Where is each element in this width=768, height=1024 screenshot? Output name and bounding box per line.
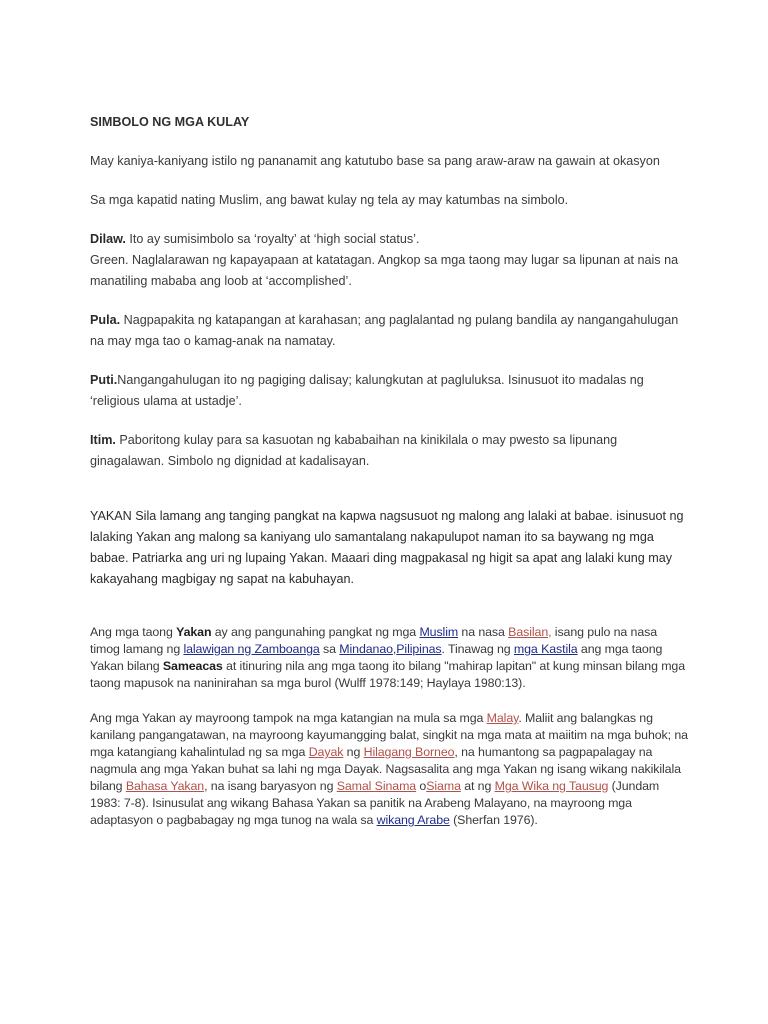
text-run: (Jundam 1983: 7-8). Isinusulat ang wikang Bahasa Yakan sa panitik na Arabeng Malayano, na mayroong mga adaptasyon o pagbabagay ng mga tunog na wala sa [90,779,660,827]
section-title: SIMBOLO NG MGA KULAY [90,115,250,129]
yakan-paragraph: YAKAN Sila lamang ang tanging pangkat na kapwa nagsusuot ng malong ang lalaki at babae. isinusuot ng lalaking Yakan ang malong sa kaniyang ulo samantalang nakapulupot naman ito sa baywang ng mga babae. Patriarka ang uri ng lupaing Yakan. Maaari ding magpakasal ng higit sa apat ang lalaki kung may kakayahang magbigay ng sapat na kabuhayan. [90,509,684,586]
color-symbols-section [90,112,690,590]
link-malay[interactable]: Malay [486,711,519,725]
bold-term-yakan: Yakan [176,625,212,639]
color-item-puti [90,370,690,412]
link-siama[interactable]: Siama [426,779,461,793]
text-run: ay ang pangunahing pangkat ng mga [211,625,420,639]
color-name: Dilaw. [90,232,126,246]
text-run: (Sherfan 1976). [449,813,538,827]
text-run: o [416,779,427,793]
text-run: , [392,642,397,656]
link-dayak[interactable]: Dayak [308,745,344,759]
yakan-article-section [90,624,690,829]
intro-paragraph: May kaniya-kaniyang istilo ng pananamit ang katutubo base sa pang araw-araw na gawain at okasyon [90,154,660,168]
link-bahasa-yakan[interactable]: Bahasa Yakan [125,779,205,793]
link-basilan[interactable]: Basilan, [508,625,552,639]
color-name: Itim. [90,433,116,447]
text-run: isang pulo na nasa timog lamang ng [90,625,658,656]
text-run: na nasa [458,625,509,639]
text-run: at itinuring nila ang mga taong ito bilang "mahirap lapitan" at kung minsan bilang mga taong mapusok na naninirahan sa mga burol (Wulff 1978:149; Haylaya 1980:13). [90,659,686,690]
text-run: ng [343,745,364,759]
color-item-pula [90,310,690,352]
document-page [90,112,690,847]
link-wikang-arabe[interactable]: wikang Arabe [376,813,450,827]
text-run: . Maliit ang balangkas ng kanilang pangangatawan, na mayroong kayumangging balat, singkit na mga mata at maiitim na mga buhok; na mga katangiang kahalintulad ng sa mga [90,711,688,759]
color-description: Nagpapakita ng katapangan at karahasan; ang paglalantad ng pulang bandila ay nangangahulugan na may mga tao o kamag-anak na namatay. [90,313,679,348]
color-item-green: Green. Naglalarawan ng kapayapaan at katatagan. Angkop sa mga taong may lugar sa lipunan at nais na manatiling mababa ang loob at ‘accomplished’. [90,253,679,288]
text-run: sa [319,642,340,656]
text-run: ang mga taong Yakan bilang [90,642,663,673]
color-item-dilaw [90,229,690,292]
color-description: Nangangahulugan ito ng pagiging dalisay; kalungkutan at pagluluksa. Isinusuot ito madalas ng ‘religious ulama at ustadje’. [90,373,644,408]
link-pilipinas[interactable]: Pilipinas [396,642,442,656]
color-item-itim [90,430,690,472]
text-run: , na humantong sa pagpapalagay na nagmula ang mga Yakan buhat sa lahi ng mga Dayak. Nagsasalita ang mga Yakan ng isang wikang nakikilala bilang [90,745,681,793]
link-mindanao[interactable]: Mindanao [339,642,393,656]
color-description: Ito ay sumisimbolo sa ‘royalty’ at ‘high social status’. [125,232,420,246]
text-run: Ang mga taong [90,625,177,639]
text-run: . Tinawag ng [441,642,514,656]
link-mga-kastila[interactable]: mga Kastila [513,642,578,656]
text-run: at ng [460,779,495,793]
link-muslim[interactable]: Muslim [419,625,459,639]
link-zamboanga[interactable]: lalawigan ng Zamboanga [183,642,320,656]
color-name: Puti. [90,373,118,387]
link-samal-sinama[interactable]: Samal Sinama [336,779,417,793]
article-paragraph-2 [90,710,690,829]
text-run: , na isang baryasyon ng [204,779,337,793]
bold-term-sameacas: Sameacas [162,659,223,673]
article-paragraph-1 [90,624,690,692]
text-run: Ang mga Yakan ay mayroong tampok na mga katangian na mula sa mga [90,711,487,725]
link-hilagang-borneo[interactable]: Hilagang Borneo [363,745,455,759]
link-mga-wika-ng-tausug[interactable]: Mga Wika ng Tausug [494,779,609,793]
intro-paragraph-2: Sa mga kapatid nating Muslim, ang bawat kulay ng tela ay may katumbas na simbolo. [90,193,569,207]
color-description: Paboritong kulay para sa kasuotan ng kababaihan na kinikilala o may pwesto sa lipunang ginagalawan. Simbolo ng dignidad at kadalisayan. [90,433,618,468]
color-name: Pula. [90,313,121,327]
